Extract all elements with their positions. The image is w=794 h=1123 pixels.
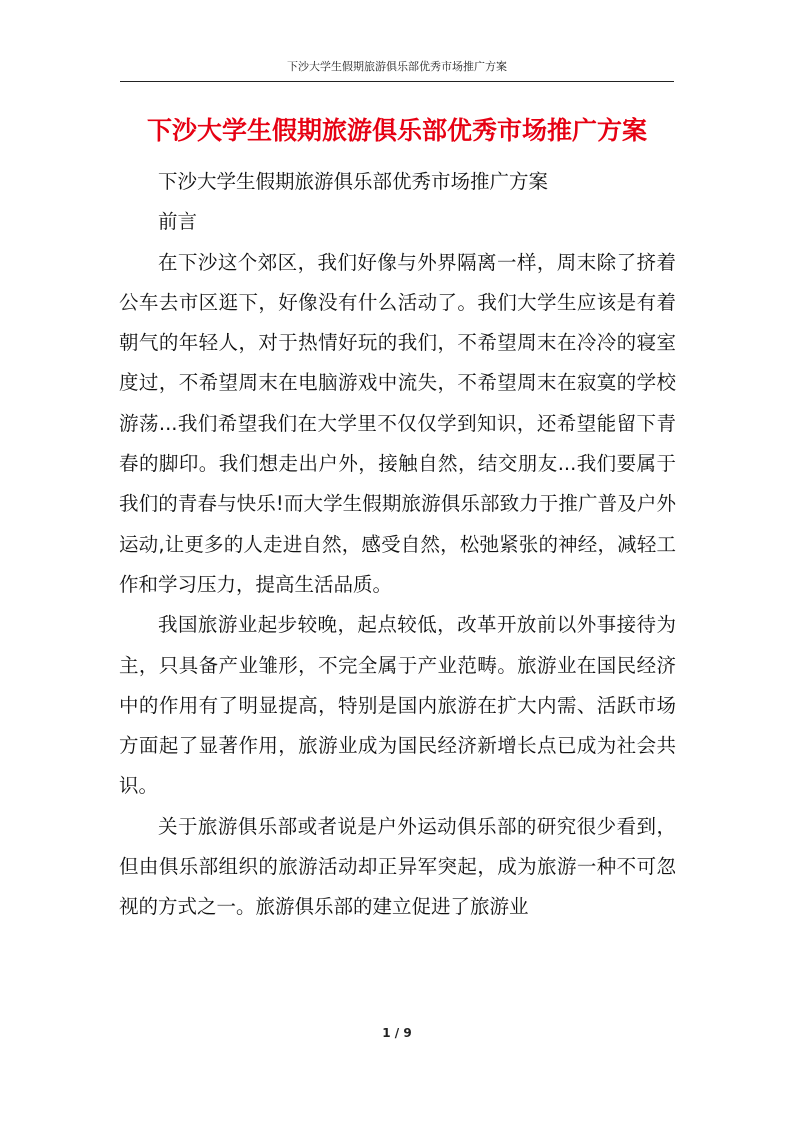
document-title: 下沙大学生假期旅游俱乐部优秀市场推广方案 bbox=[146, 116, 647, 145]
document-body bbox=[119, 162, 676, 928]
subtitle-paragraph: 下沙大学生假期旅游俱乐部优秀市场推广方案 bbox=[158, 170, 549, 193]
body-paragraph: 关于旅游俱乐部或者说是户外运动俱乐部的研究很少看到，但由俱乐部组织的旅游活动却正异军突起，成为旅游一种不可忽视的方式之一。旅游俱乐部的建立促进了旅游业 bbox=[119, 814, 676, 919]
section-heading-preface: 前言 bbox=[158, 210, 198, 234]
body-paragraph: 我国旅游业起步较晚，起点较低，改革开放前以外事接待为主，只具备产业雏形，不完全属于产业范畴。旅游业在国民经济中的作用有了明显提高，特别是国内旅游在扩大内需、活跃市场方面起了显著作用，旅游业成为国民经济新增长点已成为社会共识。 bbox=[119, 613, 676, 798]
running-header: 下沙大学生假期旅游俱乐部优秀市场推广方案 bbox=[287, 60, 507, 73]
header-divider bbox=[120, 81, 674, 82]
page-number: 1 / 9 bbox=[382, 1026, 412, 1040]
body-paragraph: 在下沙这个郊区，我们好像与外界隔离一样，周末除了挤着公车去市区逛下，好像没有什么活动了。我们大学生应该是有着朝气的年轻人，对于热情好玩的我们，不希望周末在冷冷的寝室度过，不希望周末在电脑游戏中流失，不希望周末在寂寞的学校游荡...我们希望我们在大学里不仅仅学到知识，还希望能留下青春的脚印。我们想走出户外，接触自然，结交朋友...我们要属于我们的青春与快乐!而大学生假期旅游俱乐部致力于推广普及户外运动,让更多的人走进自然，感受自然，松弛紧张的神经，减轻工作和学习压力，提高生活品质。 bbox=[119, 250, 676, 596]
